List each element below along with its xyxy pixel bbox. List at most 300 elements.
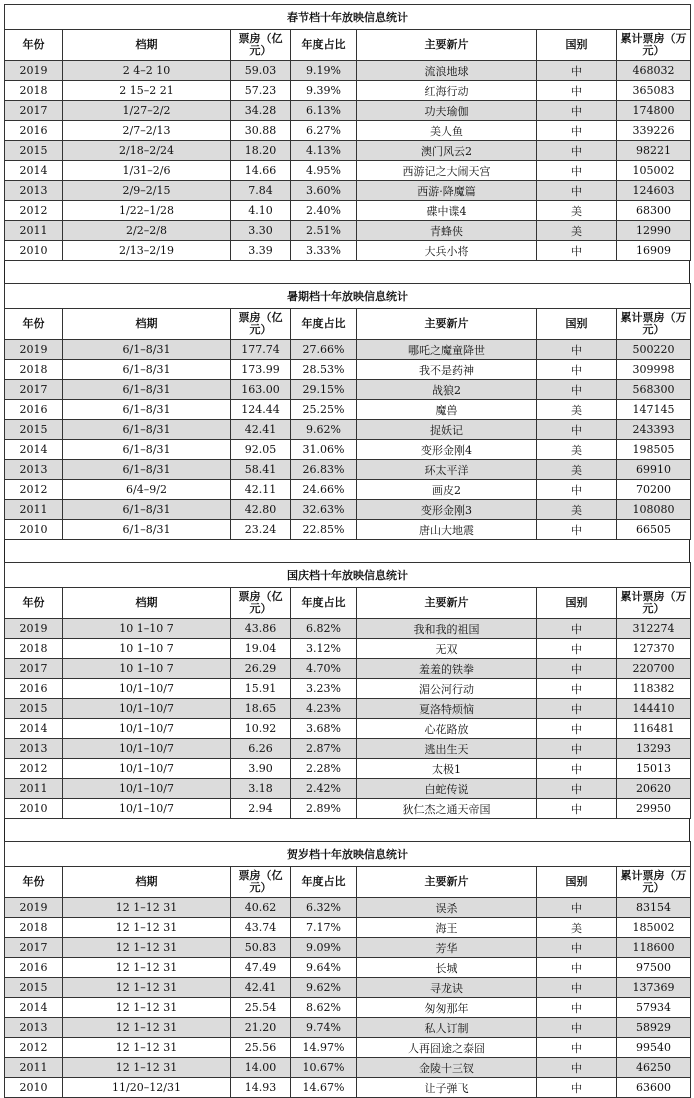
box-office-cell: 57.23 bbox=[231, 81, 291, 101]
share-cell: 6.82% bbox=[291, 619, 357, 639]
box-office-header: 票房（亿元） bbox=[231, 588, 291, 619]
share-header: 年度占比 bbox=[291, 588, 357, 619]
table-row bbox=[5, 1078, 691, 1098]
period-cell: 12 1–12 31 bbox=[63, 918, 231, 938]
box-office-cell: 25.56 bbox=[231, 1038, 291, 1058]
film-cell: 无双 bbox=[357, 639, 537, 659]
stats-table bbox=[4, 841, 691, 1098]
film-cell: 青蜂侠 bbox=[357, 221, 537, 241]
share-header: 年度占比 bbox=[291, 867, 357, 898]
box-office-cell: 21.20 bbox=[231, 1018, 291, 1038]
period-cell: 12 1–12 31 bbox=[63, 1038, 231, 1058]
year-header: 年份 bbox=[5, 867, 63, 898]
share-cell: 2.28% bbox=[291, 759, 357, 779]
period-cell: 6/1–8/31 bbox=[63, 340, 231, 360]
year-cell: 2010 bbox=[5, 1078, 63, 1098]
film-cell: 心花路放 bbox=[357, 719, 537, 739]
share-cell: 8.62% bbox=[291, 998, 357, 1018]
period-cell: 6/1–8/31 bbox=[63, 500, 231, 520]
film-cell: 太极1 bbox=[357, 759, 537, 779]
total-box-office-cell: 15013 bbox=[617, 759, 691, 779]
share-cell: 9.09% bbox=[291, 938, 357, 958]
country-cell: 中 bbox=[537, 480, 617, 500]
total-box-office-cell: 12990 bbox=[617, 221, 691, 241]
share-cell: 3.60% bbox=[291, 181, 357, 201]
film-cell: 湄公河行动 bbox=[357, 679, 537, 699]
table-row bbox=[5, 460, 691, 480]
period-cell: 2/7–2/13 bbox=[63, 121, 231, 141]
film-cell: 澳门风云2 bbox=[357, 141, 537, 161]
total-box-office-cell: 70200 bbox=[617, 480, 691, 500]
film-cell: 变形金刚3 bbox=[357, 500, 537, 520]
film-cell: 唐山大地震 bbox=[357, 520, 537, 540]
period-cell: 6/1–8/31 bbox=[63, 440, 231, 460]
box-office-cell: 177.74 bbox=[231, 340, 291, 360]
total-box-office-cell: 68300 bbox=[617, 201, 691, 221]
country-cell: 中 bbox=[537, 420, 617, 440]
film-header: 主要新片 bbox=[357, 867, 537, 898]
total-box-office-cell: 116481 bbox=[617, 719, 691, 739]
share-cell: 25.25% bbox=[291, 400, 357, 420]
box-office-header: 票房（亿元） bbox=[231, 30, 291, 61]
period-cell: 12 1–12 31 bbox=[63, 938, 231, 958]
share-cell: 2.51% bbox=[291, 221, 357, 241]
box-office-cell: 6.26 bbox=[231, 739, 291, 759]
film-cell: 碟中谍4 bbox=[357, 201, 537, 221]
country-cell: 中 bbox=[537, 739, 617, 759]
year-cell: 2012 bbox=[5, 759, 63, 779]
table-row bbox=[5, 221, 691, 241]
table-row bbox=[5, 799, 691, 819]
year-cell: 2014 bbox=[5, 719, 63, 739]
country-cell: 中 bbox=[537, 61, 617, 81]
year-cell: 2011 bbox=[5, 221, 63, 241]
country-cell: 中 bbox=[537, 161, 617, 181]
total-box-office-cell: 13293 bbox=[617, 739, 691, 759]
year-cell: 2019 bbox=[5, 340, 63, 360]
country-cell: 中 bbox=[537, 101, 617, 121]
box-office-cell: 173.99 bbox=[231, 360, 291, 380]
share-cell: 3.68% bbox=[291, 719, 357, 739]
total-box-office-header: 累计票房（万元） bbox=[617, 30, 691, 61]
period-cell: 1/22–1/28 bbox=[63, 201, 231, 221]
total-box-office-cell: 220700 bbox=[617, 659, 691, 679]
year-cell: 2017 bbox=[5, 101, 63, 121]
share-cell: 4.95% bbox=[291, 161, 357, 181]
box-office-cell: 19.04 bbox=[231, 639, 291, 659]
film-cell: 变形金刚4 bbox=[357, 440, 537, 460]
period-cell: 11/20–12/31 bbox=[63, 1078, 231, 1098]
box-office-cell: 47.49 bbox=[231, 958, 291, 978]
year-cell: 2016 bbox=[5, 121, 63, 141]
country-cell: 中 bbox=[537, 380, 617, 400]
period-cell: 10/1–10/7 bbox=[63, 779, 231, 799]
total-box-office-cell: 108080 bbox=[617, 500, 691, 520]
year-cell: 2017 bbox=[5, 659, 63, 679]
total-box-office-header: 累计票房（万元） bbox=[617, 867, 691, 898]
box-office-cell: 3.18 bbox=[231, 779, 291, 799]
box-office-cell: 25.54 bbox=[231, 998, 291, 1018]
country-cell: 中 bbox=[537, 241, 617, 261]
year-cell: 2014 bbox=[5, 161, 63, 181]
year-cell: 2017 bbox=[5, 380, 63, 400]
share-cell: 27.66% bbox=[291, 340, 357, 360]
country-cell: 中 bbox=[537, 699, 617, 719]
box-office-cell: 42.41 bbox=[231, 420, 291, 440]
total-box-office-cell: 243393 bbox=[617, 420, 691, 440]
share-cell: 6.27% bbox=[291, 121, 357, 141]
box-office-cell: 30.88 bbox=[231, 121, 291, 141]
table-row bbox=[5, 739, 691, 759]
table-row bbox=[5, 141, 691, 161]
stats-table bbox=[4, 4, 691, 261]
year-cell: 2016 bbox=[5, 679, 63, 699]
country-cell: 中 bbox=[537, 141, 617, 161]
section-gap bbox=[4, 261, 690, 283]
box-office-cell: 163.00 bbox=[231, 380, 291, 400]
year-cell: 2018 bbox=[5, 918, 63, 938]
total-box-office-cell: 58929 bbox=[617, 1018, 691, 1038]
table-row bbox=[5, 420, 691, 440]
year-cell: 2015 bbox=[5, 699, 63, 719]
table-row bbox=[5, 998, 691, 1018]
table-row bbox=[5, 1018, 691, 1038]
total-box-office-cell: 105002 bbox=[617, 161, 691, 181]
section-title: 春节档十年放映信息统计 bbox=[5, 5, 691, 30]
share-header: 年度占比 bbox=[291, 30, 357, 61]
film-cell: 西游记之大闹天宫 bbox=[357, 161, 537, 181]
film-cell: 海王 bbox=[357, 918, 537, 938]
share-cell: 9.19% bbox=[291, 61, 357, 81]
country-cell: 中 bbox=[537, 679, 617, 699]
film-cell: 我和我的祖国 bbox=[357, 619, 537, 639]
total-box-office-cell: 174800 bbox=[617, 101, 691, 121]
table-row bbox=[5, 161, 691, 181]
period-cell: 10/1–10/7 bbox=[63, 679, 231, 699]
total-box-office-cell: 16909 bbox=[617, 241, 691, 261]
total-box-office-cell: 500220 bbox=[617, 340, 691, 360]
total-box-office-cell: 144410 bbox=[617, 699, 691, 719]
country-cell: 中 bbox=[537, 659, 617, 679]
table-row bbox=[5, 360, 691, 380]
country-cell: 中 bbox=[537, 958, 617, 978]
period-cell: 6/1–8/31 bbox=[63, 400, 231, 420]
table-row bbox=[5, 81, 691, 101]
box-office-cell: 18.65 bbox=[231, 699, 291, 719]
share-cell: 32.63% bbox=[291, 500, 357, 520]
box-office-header: 票房（亿元） bbox=[231, 867, 291, 898]
period-header: 档期 bbox=[63, 867, 231, 898]
film-cell: 战狼2 bbox=[357, 380, 537, 400]
share-cell: 2.40% bbox=[291, 201, 357, 221]
film-cell: 功夫瑜伽 bbox=[357, 101, 537, 121]
period-cell: 1/27–2/2 bbox=[63, 101, 231, 121]
table-row bbox=[5, 679, 691, 699]
country-cell: 中 bbox=[537, 639, 617, 659]
table-row bbox=[5, 619, 691, 639]
country-cell: 中 bbox=[537, 938, 617, 958]
period-cell: 6/1–8/31 bbox=[63, 420, 231, 440]
film-cell: 魔兽 bbox=[357, 400, 537, 420]
share-cell: 28.53% bbox=[291, 360, 357, 380]
box-office-cell: 92.05 bbox=[231, 440, 291, 460]
total-box-office-cell: 127370 bbox=[617, 639, 691, 659]
box-office-cell: 3.39 bbox=[231, 241, 291, 261]
total-box-office-cell: 147145 bbox=[617, 400, 691, 420]
country-cell: 中 bbox=[537, 340, 617, 360]
total-box-office-cell: 46250 bbox=[617, 1058, 691, 1078]
film-cell: 捉妖记 bbox=[357, 420, 537, 440]
section-title: 暑期档十年放映信息统计 bbox=[5, 284, 691, 309]
period-cell: 12 1–12 31 bbox=[63, 958, 231, 978]
total-box-office-cell: 63600 bbox=[617, 1078, 691, 1098]
year-cell: 2011 bbox=[5, 500, 63, 520]
total-box-office-cell: 98221 bbox=[617, 141, 691, 161]
country-cell: 中 bbox=[537, 719, 617, 739]
share-cell: 2.42% bbox=[291, 779, 357, 799]
table-row bbox=[5, 480, 691, 500]
film-cell: 逃出生天 bbox=[357, 739, 537, 759]
year-cell: 2013 bbox=[5, 739, 63, 759]
table-row bbox=[5, 500, 691, 520]
total-box-office-cell: 198505 bbox=[617, 440, 691, 460]
country-cell: 中 bbox=[537, 1038, 617, 1058]
share-cell: 2.89% bbox=[291, 799, 357, 819]
period-cell: 12 1–12 31 bbox=[63, 998, 231, 1018]
film-cell: 红海行动 bbox=[357, 81, 537, 101]
year-cell: 2018 bbox=[5, 360, 63, 380]
box-office-cell: 40.62 bbox=[231, 898, 291, 918]
section-gap bbox=[4, 540, 690, 562]
total-box-office-cell: 309998 bbox=[617, 360, 691, 380]
box-office-cell: 23.24 bbox=[231, 520, 291, 540]
total-box-office-cell: 185002 bbox=[617, 918, 691, 938]
film-cell: 哪吒之魔童降世 bbox=[357, 340, 537, 360]
box-office-cell: 50.83 bbox=[231, 938, 291, 958]
box-office-cell: 43.86 bbox=[231, 619, 291, 639]
table-row bbox=[5, 938, 691, 958]
share-cell: 9.64% bbox=[291, 958, 357, 978]
film-header: 主要新片 bbox=[357, 309, 537, 340]
film-cell: 流浪地球 bbox=[357, 61, 537, 81]
table-row bbox=[5, 241, 691, 261]
box-office-cell: 4.10 bbox=[231, 201, 291, 221]
country-cell: 中 bbox=[537, 520, 617, 540]
year-cell: 2011 bbox=[5, 779, 63, 799]
period-cell: 10/1–10/7 bbox=[63, 799, 231, 819]
country-cell: 中 bbox=[537, 81, 617, 101]
film-cell: 人再囧途之泰囧 bbox=[357, 1038, 537, 1058]
year-cell: 2017 bbox=[5, 938, 63, 958]
film-cell: 夏洛特烦恼 bbox=[357, 699, 537, 719]
film-cell: 芳华 bbox=[357, 938, 537, 958]
section-title: 贺岁档十年放映信息统计 bbox=[5, 842, 691, 867]
table-row bbox=[5, 759, 691, 779]
period-cell: 6/1–8/31 bbox=[63, 460, 231, 480]
total-box-office-cell: 20620 bbox=[617, 779, 691, 799]
country-cell: 中 bbox=[537, 619, 617, 639]
box-office-cell: 10.92 bbox=[231, 719, 291, 739]
film-cell: 让子弹飞 bbox=[357, 1078, 537, 1098]
share-cell: 4.70% bbox=[291, 659, 357, 679]
share-cell: 9.74% bbox=[291, 1018, 357, 1038]
country-cell: 中 bbox=[537, 181, 617, 201]
share-header: 年度占比 bbox=[291, 309, 357, 340]
period-cell: 2 4–2 10 bbox=[63, 61, 231, 81]
table-row bbox=[5, 440, 691, 460]
film-cell: 我不是药神 bbox=[357, 360, 537, 380]
country-cell: 中 bbox=[537, 978, 617, 998]
country-cell: 美 bbox=[537, 400, 617, 420]
period-cell: 12 1–12 31 bbox=[63, 1018, 231, 1038]
year-cell: 2012 bbox=[5, 201, 63, 221]
total-box-office-cell: 568300 bbox=[617, 380, 691, 400]
share-cell: 2.87% bbox=[291, 739, 357, 759]
total-box-office-cell: 365083 bbox=[617, 81, 691, 101]
stats-table bbox=[4, 562, 691, 819]
share-cell: 22.85% bbox=[291, 520, 357, 540]
film-cell: 西游·降魔篇 bbox=[357, 181, 537, 201]
film-cell: 金陵十三钗 bbox=[357, 1058, 537, 1078]
table-row bbox=[5, 1038, 691, 1058]
box-office-cell: 15.91 bbox=[231, 679, 291, 699]
table-row bbox=[5, 380, 691, 400]
period-cell: 12 1–12 31 bbox=[63, 978, 231, 998]
share-cell: 9.62% bbox=[291, 978, 357, 998]
year-cell: 2018 bbox=[5, 639, 63, 659]
period-cell: 10/1–10/7 bbox=[63, 699, 231, 719]
country-cell: 中 bbox=[537, 898, 617, 918]
period-cell: 10/1–10/7 bbox=[63, 719, 231, 739]
table-row bbox=[5, 340, 691, 360]
total-box-office-cell: 118382 bbox=[617, 679, 691, 699]
table-row bbox=[5, 978, 691, 998]
total-box-office-cell: 468032 bbox=[617, 61, 691, 81]
share-cell: 4.13% bbox=[291, 141, 357, 161]
country-cell: 中 bbox=[537, 759, 617, 779]
film-cell: 寻龙诀 bbox=[357, 978, 537, 998]
film-cell: 长城 bbox=[357, 958, 537, 978]
table-row bbox=[5, 958, 691, 978]
box-office-cell: 3.90 bbox=[231, 759, 291, 779]
table-row bbox=[5, 659, 691, 679]
table-row bbox=[5, 400, 691, 420]
country-header: 国别 bbox=[537, 309, 617, 340]
period-cell: 1/31–2/6 bbox=[63, 161, 231, 181]
period-cell: 10 1–10 7 bbox=[63, 619, 231, 639]
share-cell: 10.67% bbox=[291, 1058, 357, 1078]
year-cell: 2016 bbox=[5, 958, 63, 978]
section-title: 国庆档十年放映信息统计 bbox=[5, 563, 691, 588]
year-cell: 2019 bbox=[5, 898, 63, 918]
country-cell: 中 bbox=[537, 1078, 617, 1098]
box-office-cell: 34.28 bbox=[231, 101, 291, 121]
stats-page bbox=[4, 4, 690, 1098]
share-cell: 6.13% bbox=[291, 101, 357, 121]
box-office-cell: 14.93 bbox=[231, 1078, 291, 1098]
box-office-cell: 124.44 bbox=[231, 400, 291, 420]
table-row bbox=[5, 918, 691, 938]
box-office-cell: 14.66 bbox=[231, 161, 291, 181]
year-cell: 2012 bbox=[5, 480, 63, 500]
total-box-office-cell: 97500 bbox=[617, 958, 691, 978]
period-cell: 6/1–8/31 bbox=[63, 520, 231, 540]
share-cell: 24.66% bbox=[291, 480, 357, 500]
box-office-cell: 18.20 bbox=[231, 141, 291, 161]
year-cell: 2011 bbox=[5, 1058, 63, 1078]
year-cell: 2015 bbox=[5, 141, 63, 161]
country-cell: 中 bbox=[537, 799, 617, 819]
share-cell: 31.06% bbox=[291, 440, 357, 460]
year-cell: 2010 bbox=[5, 799, 63, 819]
film-cell: 环太平洋 bbox=[357, 460, 537, 480]
share-cell: 4.23% bbox=[291, 699, 357, 719]
film-cell: 大兵小将 bbox=[357, 241, 537, 261]
box-office-cell: 14.00 bbox=[231, 1058, 291, 1078]
country-cell: 中 bbox=[537, 998, 617, 1018]
share-cell: 14.67% bbox=[291, 1078, 357, 1098]
country-cell: 美 bbox=[537, 440, 617, 460]
film-cell: 误杀 bbox=[357, 898, 537, 918]
total-box-office-cell: 137369 bbox=[617, 978, 691, 998]
box-office-cell: 59.03 bbox=[231, 61, 291, 81]
country-cell: 美 bbox=[537, 201, 617, 221]
country-cell: 美 bbox=[537, 918, 617, 938]
year-cell: 2014 bbox=[5, 440, 63, 460]
total-box-office-header: 累计票房（万元） bbox=[617, 588, 691, 619]
year-cell: 2013 bbox=[5, 181, 63, 201]
table-row bbox=[5, 101, 691, 121]
share-cell: 9.39% bbox=[291, 81, 357, 101]
box-office-cell: 7.84 bbox=[231, 181, 291, 201]
share-cell: 7.17% bbox=[291, 918, 357, 938]
total-box-office-cell: 57934 bbox=[617, 998, 691, 1018]
table-row bbox=[5, 779, 691, 799]
period-cell: 12 1–12 31 bbox=[63, 898, 231, 918]
share-cell: 29.15% bbox=[291, 380, 357, 400]
share-cell: 6.32% bbox=[291, 898, 357, 918]
period-header: 档期 bbox=[63, 30, 231, 61]
table-row bbox=[5, 639, 691, 659]
box-office-cell: 43.74 bbox=[231, 918, 291, 938]
total-box-office-cell: 29950 bbox=[617, 799, 691, 819]
box-office-cell: 58.41 bbox=[231, 460, 291, 480]
total-box-office-cell: 99540 bbox=[617, 1038, 691, 1058]
box-office-cell: 3.30 bbox=[231, 221, 291, 241]
country-cell: 中 bbox=[537, 779, 617, 799]
country-header: 国别 bbox=[537, 588, 617, 619]
total-box-office-cell: 83154 bbox=[617, 898, 691, 918]
total-box-office-cell: 124603 bbox=[617, 181, 691, 201]
year-cell: 2013 bbox=[5, 460, 63, 480]
period-cell: 2 15–2 21 bbox=[63, 81, 231, 101]
total-box-office-cell: 66505 bbox=[617, 520, 691, 540]
period-cell: 2/2–2/8 bbox=[63, 221, 231, 241]
country-header: 国别 bbox=[537, 30, 617, 61]
period-cell: 10 1–10 7 bbox=[63, 639, 231, 659]
film-cell: 羞羞的铁拳 bbox=[357, 659, 537, 679]
table-row bbox=[5, 61, 691, 81]
table-row bbox=[5, 1058, 691, 1078]
table-row bbox=[5, 181, 691, 201]
year-cell: 2018 bbox=[5, 81, 63, 101]
period-cell: 10/1–10/7 bbox=[63, 759, 231, 779]
period-cell: 2/9–2/15 bbox=[63, 181, 231, 201]
year-cell: 2019 bbox=[5, 61, 63, 81]
country-cell: 中 bbox=[537, 1058, 617, 1078]
film-cell: 私人订制 bbox=[357, 1018, 537, 1038]
year-cell: 2019 bbox=[5, 619, 63, 639]
